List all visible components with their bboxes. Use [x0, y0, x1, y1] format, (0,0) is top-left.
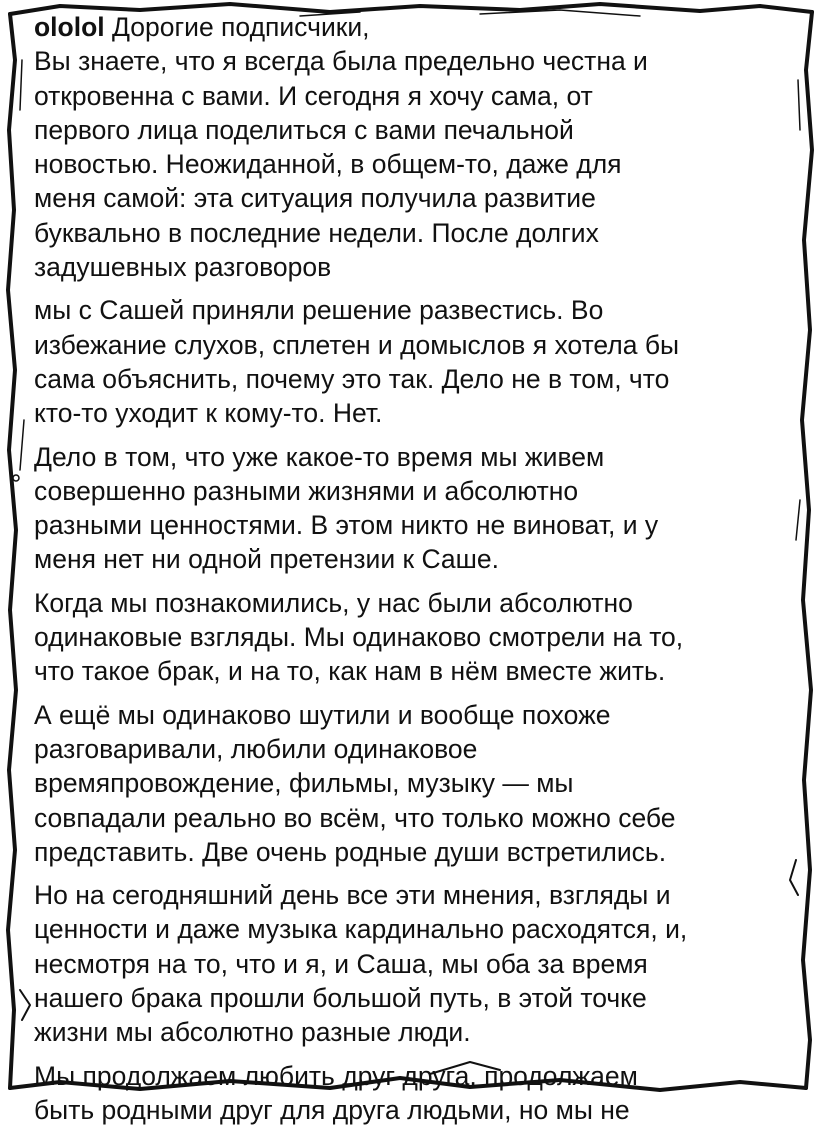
text-line: Дело в том, что уже какое-то время мы живем — [34, 441, 605, 472]
post-text — [34, 10, 794, 1125]
paragraph-gap — [34, 284, 794, 293]
text-line: кто-то уходит к кому-то. Нет. — [34, 398, 383, 429]
text-line: новостью. Неожиданной, в общем-то, даже для — [34, 149, 622, 180]
text-line: совпадали реально во всём, что только можно себе — [34, 802, 676, 833]
text-line: избежание слухов, сплетен и домыслов я хотела бы — [34, 329, 680, 360]
text-line: времяпровождение, фильмы, музыку — мы — [34, 768, 574, 799]
text-line: А ещё мы одинаково шутили и вообще похоже — [34, 699, 611, 730]
text-line: задушевных разговоров — [34, 252, 332, 283]
text-line: представить. Две очень родные души встретились. — [34, 836, 667, 867]
text-line: Вы знаете, что я всегда была предельно честна и — [34, 46, 648, 77]
text-line: совершенно разными жизнями и абсолютно — [34, 475, 579, 506]
text-line: быть родными друг для друга людьми, но мы не — [34, 1094, 630, 1125]
text-line: несмотря на то, что и я, и Саша, мы оба за время — [34, 948, 648, 979]
text-line: разными ценностями. В этом никто не виноват, и у — [34, 510, 659, 541]
text-line: Мы продолжаем любить друг друга, продолжаем — [34, 1060, 638, 1091]
text-line: мы с Сашей приняли решение развестись. Во — [34, 295, 604, 326]
text-line: сама объяснить, почему это так. Дело не в том, что — [34, 363, 670, 394]
text-line: жизни мы абсолютно разные люди. — [34, 1017, 471, 1048]
text-line: ценности и даже музыка кардинально расходятся, и, — [34, 914, 688, 945]
paragraph-gap — [34, 431, 794, 440]
paragraph-gap — [34, 869, 794, 878]
text-line: буквально в последние недели. После долгих — [34, 217, 599, 248]
text-line: разговаривали, любили одинаковое — [34, 733, 478, 764]
text-line: Но на сегодняшний день все эти мнения, взгляды и — [34, 880, 671, 911]
paragraph-gap — [34, 1050, 794, 1059]
text-line: первого лица поделиться с вами печальной — [34, 114, 574, 145]
paragraph-gap — [34, 577, 794, 586]
text-line: меня нет ни одной претензии к Саше. — [34, 544, 500, 575]
paragraph-gap — [34, 689, 794, 698]
text-line: нашего брака прошли большой путь, в этой точке — [34, 983, 647, 1014]
text-line: что такое брак, и на то, как нам в нём вместе жить. — [34, 656, 666, 687]
text-line: откровенна с вами. И сегодня я хочу сама, от — [34, 80, 593, 111]
post-header-line — [34, 10, 794, 44]
greeting: Дорогие подписчики, — [112, 12, 370, 42]
author-name[interactable]: ololol — [34, 12, 105, 42]
text-line: Когда мы познакомились, у нас были абсолютно — [34, 587, 633, 618]
text-line: одинаковые взгляды. Мы одинаково смотрели на то, — [34, 622, 684, 653]
text-line: меня самой: эта ситуация получила развитие — [34, 183, 596, 214]
